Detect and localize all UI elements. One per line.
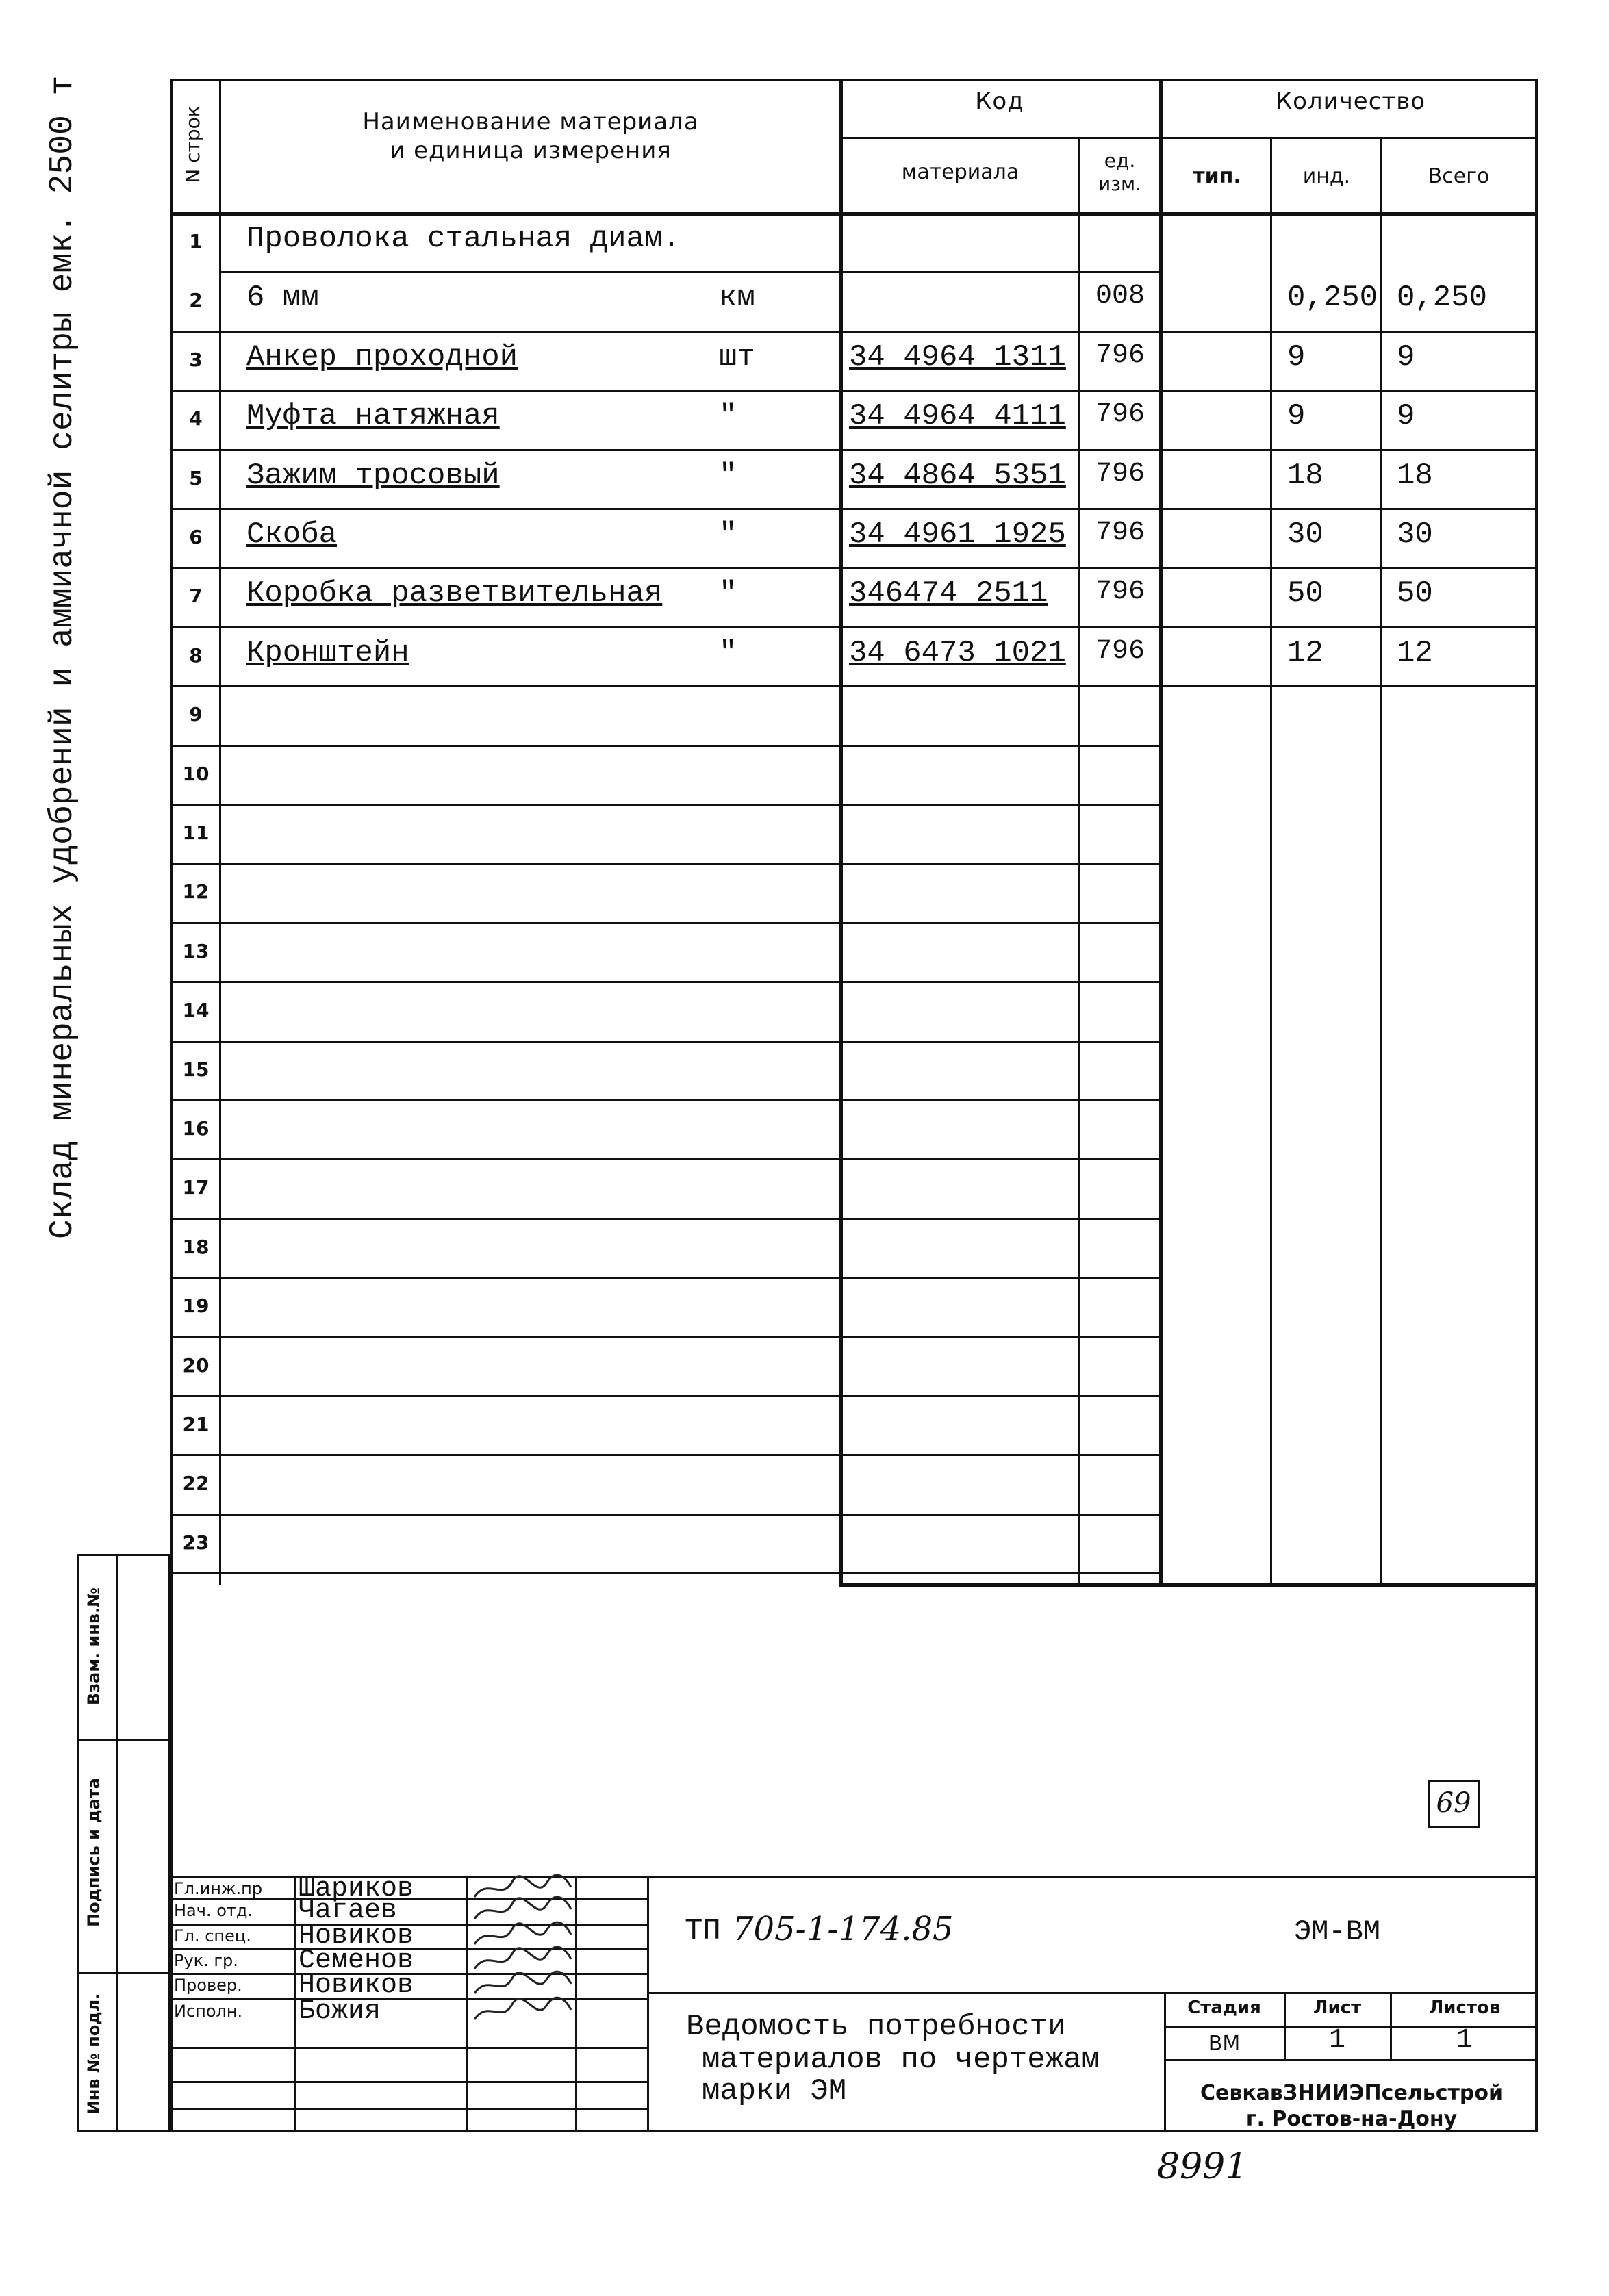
tb-name: Новиков <box>299 1921 414 1952</box>
tb-role: Исполн. <box>174 2002 243 2021</box>
row-number: 9 <box>189 703 203 726</box>
header-bottom-line <box>170 212 1538 216</box>
left-stamp-line <box>77 1972 170 1974</box>
row-line <box>170 1336 1159 1338</box>
row-number: 22 <box>182 1472 210 1495</box>
qty-total: 50 <box>1397 576 1433 611</box>
row-line <box>219 271 1159 273</box>
material-unit: " <box>719 458 737 493</box>
unit-code: 796 <box>1095 518 1145 548</box>
material-name: Проволока стальная диам. <box>246 222 681 256</box>
tb-name: Новиков <box>299 1970 414 2001</box>
tb-row-line <box>170 2081 647 2083</box>
tb-line <box>466 1876 468 2132</box>
row-number: 12 <box>182 880 210 904</box>
header-typ: тип. <box>1193 164 1241 188</box>
doc-code: 705-1-174.85 <box>733 1910 954 1948</box>
material-code: 34 4964 4111 <box>849 399 1066 434</box>
row-number: 16 <box>182 1117 210 1140</box>
sheets-label: Листов <box>1428 1998 1501 2018</box>
row-line <box>170 863 1159 865</box>
col-line <box>839 79 843 1585</box>
material-code: 34 4964 1311 <box>849 340 1066 374</box>
row-number: 23 <box>182 1531 210 1554</box>
row-number: 3 <box>189 348 203 371</box>
doc-mark: ЭМ-ВМ <box>1294 1915 1381 1948</box>
stage-label: Стадия <box>1187 1998 1261 2018</box>
doc-title-line1: Ведомость потребности <box>686 2010 1066 2044</box>
sheets-value: 1 <box>1456 2025 1473 2056</box>
qty-ind: 50 <box>1287 576 1323 611</box>
row-line <box>170 981 1159 983</box>
sheet-value: 1 <box>1328 2025 1345 2056</box>
col-line <box>1270 137 1272 1585</box>
row-line <box>170 1514 1159 1516</box>
row-number: 10 <box>182 762 210 785</box>
tb-role: Нач. отд. <box>174 1901 253 1920</box>
qty-ind: 9 <box>1287 399 1306 434</box>
row-line <box>170 1572 1159 1574</box>
header-total: Всего <box>1428 164 1490 188</box>
tb-line <box>1164 2059 1538 2061</box>
header-name-line1: Наименование материала <box>362 108 699 136</box>
material-name: Анкер проходной <box>246 340 518 374</box>
row-number: 8 <box>189 643 203 667</box>
tb-name: Семенов <box>299 1946 414 1976</box>
material-unit: шт <box>719 340 755 374</box>
qty-ind: 18 <box>1287 458 1323 493</box>
qty-ind: 12 <box>1287 635 1323 670</box>
tb-name: Чагаев <box>299 1896 398 1926</box>
row-number: 11 <box>182 821 210 844</box>
row-number: 19 <box>182 1294 210 1318</box>
material-name: Муфта натяжная <box>246 399 500 434</box>
material-unit: км <box>719 281 755 316</box>
col-line <box>1380 137 1382 1585</box>
header-split-line <box>839 137 1538 139</box>
row-number: 2 <box>189 289 203 312</box>
row-number: 13 <box>182 939 210 962</box>
row-line <box>170 1277 1159 1279</box>
header-name-line2: и единица измерения <box>390 137 672 164</box>
qty-total: 18 <box>1397 458 1433 493</box>
tb-role: Гл. спец. <box>174 1926 251 1946</box>
row-line <box>170 1158 1159 1160</box>
signature-icon <box>471 1996 574 2026</box>
material-name: 6 мм <box>246 281 319 316</box>
row-number: 20 <box>182 1353 210 1377</box>
row-line <box>170 1218 1159 1220</box>
page-frame <box>170 79 1538 2132</box>
material-code: 346474 2511 <box>849 576 1048 611</box>
stage-value: ВМ <box>1208 2032 1241 2056</box>
sheet-label: Лист <box>1313 1998 1362 2018</box>
stamp-vzam-inv: Взам. инв.№ <box>84 1587 103 1706</box>
header-unit-line1: ед. <box>1104 149 1136 172</box>
tb-line <box>647 1876 649 2132</box>
row-number: 5 <box>189 466 203 489</box>
header-quantity: Количество <box>1275 88 1426 115</box>
unit-code: 796 <box>1095 399 1145 431</box>
unit-code: 008 <box>1095 281 1145 312</box>
material-unit: " <box>719 635 737 670</box>
tb-line <box>575 1876 577 2132</box>
qty-total: 0,250 <box>1397 281 1488 316</box>
header-material: материала <box>901 160 1019 184</box>
qty-total: 12 <box>1397 635 1433 670</box>
header-ind: инд. <box>1302 164 1351 188</box>
tb-row-line <box>170 2047 647 2049</box>
qty-ind: 0,250 <box>1287 281 1378 316</box>
row-number: 21 <box>182 1413 210 1436</box>
header-unit-line2: изм. <box>1098 173 1142 195</box>
row-number: 1 <box>189 230 203 253</box>
row-number: 14 <box>182 999 210 1022</box>
tb-row-line <box>170 2108 647 2110</box>
row-number: 4 <box>189 407 203 431</box>
material-code: 34 4961 1925 <box>849 518 1066 552</box>
qty-ind: 9 <box>1287 340 1306 374</box>
page-mark: 69 <box>1428 1780 1480 1828</box>
qty-total: 30 <box>1397 518 1433 552</box>
row-number: 17 <box>182 1176 210 1199</box>
material-unit: " <box>719 518 737 552</box>
table-bottom-line <box>839 1583 1538 1587</box>
material-unit: " <box>719 399 737 434</box>
row-number: 6 <box>189 526 203 548</box>
material-unit: " <box>719 576 737 611</box>
unit-code: 796 <box>1095 635 1145 667</box>
left-stamp-divider <box>116 1554 118 2132</box>
tb-role: Провер. <box>174 1976 242 1995</box>
doc-code-prefix: ТП <box>685 1914 721 1948</box>
row-line <box>170 390 1538 392</box>
left-stamp-line <box>77 1739 170 1741</box>
row-line <box>170 449 1538 451</box>
row-line <box>170 745 1159 747</box>
row-line <box>170 1099 1159 1101</box>
row-line <box>170 331 1538 333</box>
material-name: Коробка разветвительная <box>246 576 663 611</box>
tb-line <box>647 1992 1538 1994</box>
col-line <box>1078 137 1080 1585</box>
qty-total: 9 <box>1397 340 1415 374</box>
tb-line <box>294 1876 296 2132</box>
row-number: 7 <box>189 585 203 608</box>
row-line <box>170 685 1538 687</box>
row-line <box>170 508 1538 510</box>
stamp-inv-no: Инв № подл. <box>84 1993 103 2115</box>
org-line1: СевкавЗНИИЭПсельстрой <box>1200 2081 1504 2105</box>
material-code: 34 6473 1021 <box>849 635 1066 670</box>
qty-ind: 30 <box>1287 518 1323 552</box>
org-line2: г. Ростов-на-Дону <box>1245 2107 1458 2131</box>
stamp-sign-date: Подпись и дата <box>84 1778 103 1927</box>
header-row-no: N строк <box>181 105 204 183</box>
row-line <box>170 1041 1159 1043</box>
doc-title-line2: материалов по чертежам <box>702 2043 1100 2077</box>
qty-total: 9 <box>1397 399 1415 434</box>
row-line <box>170 1395 1159 1397</box>
material-name: Зажим тросовый <box>246 458 500 493</box>
row-line <box>170 626 1538 628</box>
unit-code: 796 <box>1095 458 1145 489</box>
row-number: 15 <box>182 1058 210 1081</box>
tb-name: Шариков <box>299 1874 414 1904</box>
tb-name: Божия <box>299 1996 381 2027</box>
row-line <box>170 1454 1159 1456</box>
bottom-number: 8991 <box>1157 2146 1248 2187</box>
side-title: Склад минеральных удобрений и аммиачной селитры емк. 2500 т <box>45 75 81 1239</box>
unit-code: 796 <box>1095 576 1145 608</box>
material-name: Кронштейн <box>246 635 409 670</box>
row-line <box>170 804 1159 806</box>
row-number: 18 <box>182 1235 210 1258</box>
header-code: Код <box>975 88 1024 115</box>
material-name: Скоба <box>246 518 338 552</box>
doc-title-line3: марки ЭМ <box>702 2074 847 2108</box>
tb-role: Рук. гр. <box>174 1951 238 1970</box>
tb-role: Гл.инж.пр <box>174 1879 263 1898</box>
row-line <box>170 922 1159 924</box>
material-code: 34 4864 5351 <box>849 458 1066 493</box>
unit-code: 796 <box>1095 340 1145 371</box>
row-line <box>170 567 1538 569</box>
